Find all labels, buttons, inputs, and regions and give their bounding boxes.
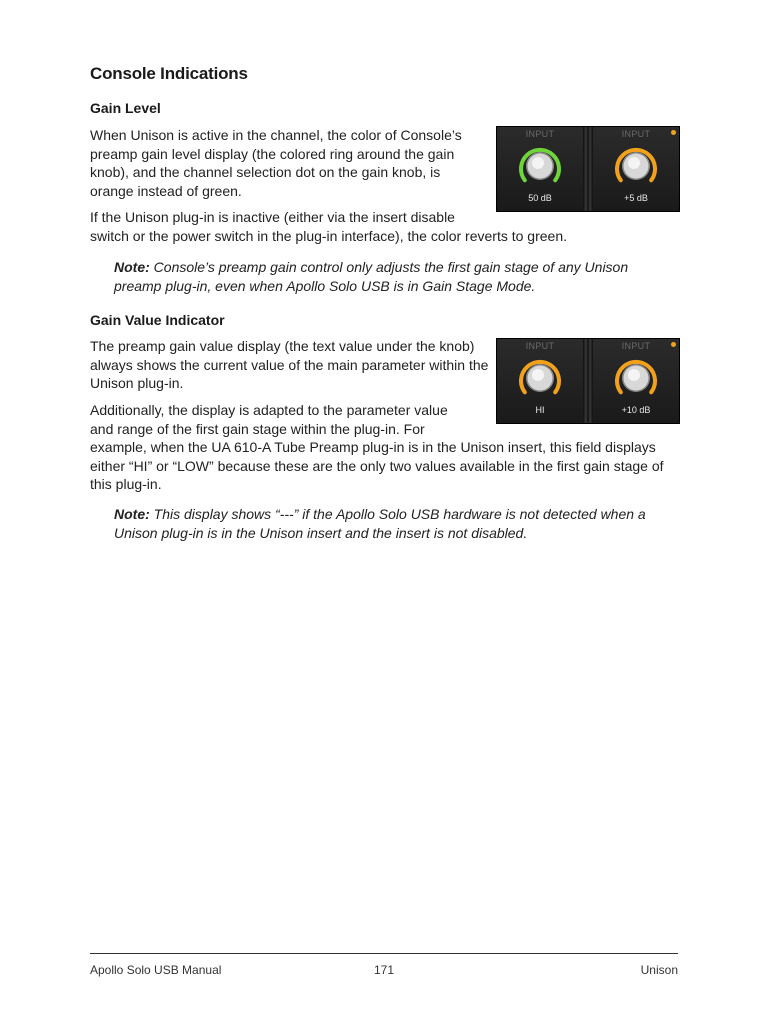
- note-text: Console’s preamp gain control only adjusts the first gain stage of any Unison preamp plug-in, even when Apollo Solo USB is in Gain Stage Mode.: [114, 259, 629, 294]
- gain-level-paragraph-2: [90, 208, 678, 245]
- gain-value-paragraph-2-line-2: and range of the first gain stage within the plug-in. For: [90, 420, 425, 437]
- gain-knob-icon: [609, 140, 663, 190]
- channel-strip-right: [593, 339, 679, 423]
- gain-level-knob-image: [496, 126, 680, 212]
- input-label: INPUT: [621, 129, 651, 139]
- gain-value-display: 50 dB: [528, 193, 552, 203]
- gain-level-note: [114, 258, 674, 295]
- gain-value-note: [114, 505, 674, 542]
- channel-strip-left: [497, 127, 583, 211]
- gain-value-display: +10 dB: [621, 405, 651, 415]
- gain-value-paragraph-1: The preamp gain value display (the text value under the knob) always shows the current value of the main parameter within the Unison plug-in.: [90, 338, 489, 392]
- footer-page-number: 171: [373, 963, 395, 977]
- gain-level-paragraph-2-line-2: switch or the power switch in the plug-in interface), the color reverts to green.: [90, 227, 567, 244]
- footer-rule: [90, 953, 678, 954]
- section-title-gain-value-indicator: Gain Value Indicator: [90, 312, 225, 328]
- gain-value-display: +5 dB: [624, 193, 648, 203]
- gain-value-paragraph-2-line-1: Additionally, the display is adapted to the parameter value: [90, 402, 448, 418]
- footer-manual-title: Apollo Solo USB Manual: [90, 963, 222, 977]
- section-title-gain-level: Gain Level: [90, 100, 161, 116]
- gain-knob-icon: [513, 352, 567, 402]
- input-label: INPUT: [525, 341, 555, 351]
- gain-level-paragraph-1: When Unison is active in the channel, the color of Console’s preamp gain level display (the colored ring around the gain knob), and the channel selection dot on the gain knob, is orange instead of green.: [90, 127, 462, 199]
- input-label: INPUT: [621, 341, 651, 351]
- channel-strip-right: [593, 127, 679, 211]
- channel-strip-left: [497, 339, 583, 423]
- gain-level-paragraph-2-line-1: If the Unison plug-in is inactive (either via the insert disable: [90, 209, 455, 225]
- gain-value-display: HI: [535, 405, 545, 415]
- gain-knob-icon: [609, 352, 663, 402]
- footer-chapter: Unison: [640, 963, 678, 977]
- page-heading: Console Indications: [90, 64, 248, 83]
- input-label: INPUT: [525, 129, 555, 139]
- gain-knob-icon: [513, 140, 567, 190]
- strip-divider: [583, 127, 593, 211]
- gain-value-knob-image: [496, 338, 680, 424]
- strip-divider: [583, 339, 593, 423]
- note-label: Note:: [114, 259, 150, 275]
- note-label: Note:: [114, 506, 150, 522]
- manual-page: [90, 0, 678, 1024]
- gain-value-paragraph-2-rest: example, when the UA 610-A Tube Preamp plug-in is in the Unison insert, this field displays either “HI” or “LOW” because these are the only two values available in the first gain stage of this plug-in.: [90, 439, 664, 493]
- note-text: This display shows “---” if the Apollo Solo USB hardware is not detected when a Unison plug-in is in the Unison insert and the insert is not disabled.: [114, 506, 646, 541]
